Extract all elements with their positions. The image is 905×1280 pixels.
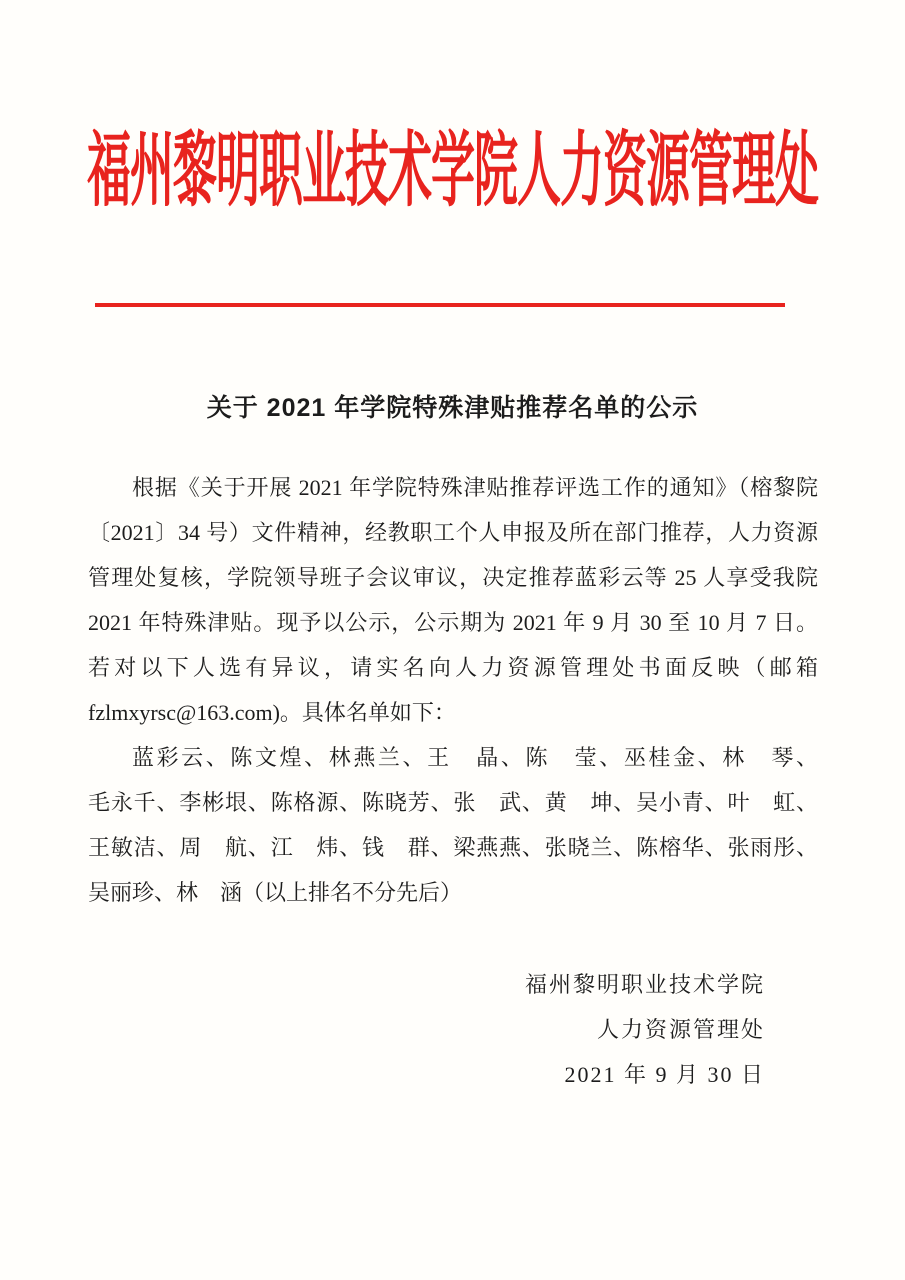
notice-body <box>88 465 818 915</box>
body-line: 〔2021〕34 号）文件精神，经教职工个人申报及所在部门推荐，人力资源 <box>88 520 818 545</box>
body-line: 2021 年特殊津贴。现予以公示，公示期为 2021 年 9 月 30 至 10 月 7 日。 <box>88 610 818 635</box>
notice-title: 关于 2021 年学院特殊津贴推荐名单的公示 <box>206 394 699 422</box>
letterhead-title: 福州黎明职业技术学院人力资源管理处 <box>87 125 818 217</box>
red-divider <box>95 303 785 307</box>
body-line-email: fzlmxyrsc@163.com)。具体名单如下： <box>88 700 456 725</box>
signature-block <box>525 962 765 1097</box>
name-list-line: 王敏洁、周 航、江 炜、钱 群、梁燕燕、张晓兰、陈榕华、张雨彤、 <box>88 835 818 860</box>
body-line: 若对以下人选有异议，请实名向人力资源管理处书面反映（邮箱 <box>88 655 818 680</box>
signature-dept: 人力资源管理处 <box>596 1017 765 1042</box>
name-list-line: 吴丽珍、林 涵（以上排名不分先后） <box>88 880 463 905</box>
name-list-line: 蓝彩云、陈文煌、林燕兰、王 晶、陈 莹、巫桂金、林 琴、 <box>132 745 818 770</box>
signature-date: 2021 年 9 月 30 日 <box>564 1062 765 1087</box>
signature-org: 福州黎明职业技术学院 <box>524 972 765 997</box>
body-line: 管理处复核，学院领导班子会议审议，决定推荐蓝彩云等 25 人享受我院 <box>88 565 818 590</box>
body-line: 根据《关于开展 2021 年学院特殊津贴推荐评选工作的通知》（榕黎院 <box>132 475 818 500</box>
name-list-line: 毛永千、李彬垠、陈格源、陈晓芳、张 武、黄 坤、吴小青、叶 虹、 <box>88 790 818 815</box>
